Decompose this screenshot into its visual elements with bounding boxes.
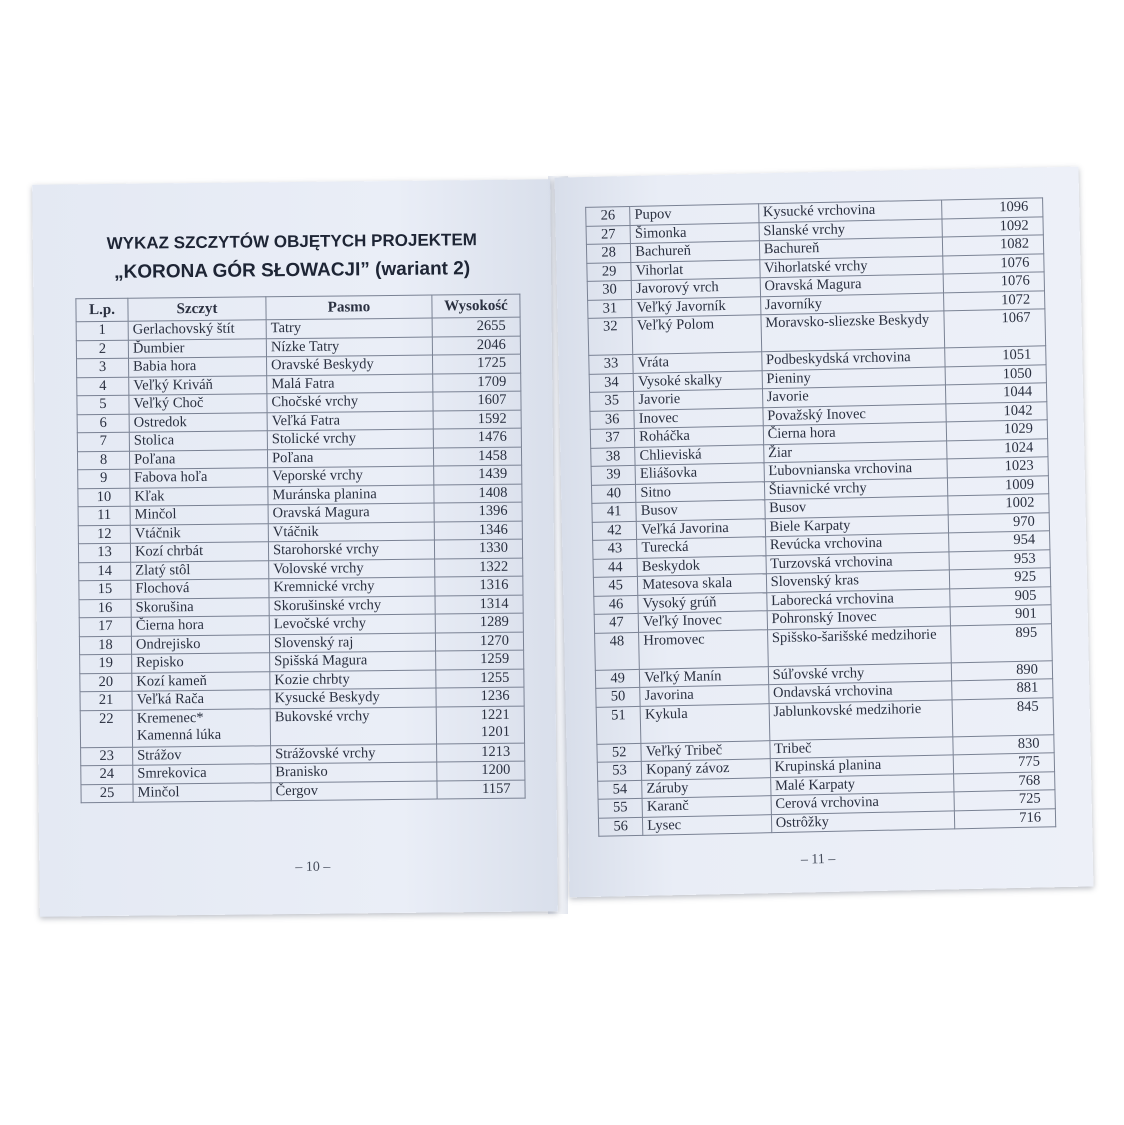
mountain-range: Muránska planina <box>268 485 434 505</box>
peak-height: 1200 <box>437 761 525 780</box>
peak-height: 1607 <box>433 391 521 410</box>
peak-name: Lysec <box>643 814 772 835</box>
mountain-range: Kysucké Beskydy <box>270 688 436 708</box>
row-number: 37 <box>590 428 635 447</box>
mountain-range: Žiar <box>763 440 947 462</box>
peak-name: Kykula <box>640 703 769 743</box>
mountain-range: Moravsko-sliezske Beskydy <box>761 311 945 352</box>
peak-height: 1076 <box>943 272 1044 293</box>
peak-name: Vráta <box>633 352 762 373</box>
peak-name: Veľký Inovec <box>638 611 767 632</box>
peak-name: Kľak <box>130 486 268 506</box>
mountain-range: Veporské vrchy <box>268 466 434 486</box>
mountain-range: Kremnické vrchy <box>269 577 435 597</box>
row-number: 6 <box>77 414 129 433</box>
mountain-range: Pieniny <box>762 366 946 388</box>
peak-height: 1458 <box>433 447 521 466</box>
peak-name: Zlatý stôl <box>131 560 269 580</box>
mountain-range: Poľana <box>267 448 433 468</box>
mountain-range: Spišsko-šarišské medzihorie <box>767 625 951 666</box>
mountain-range: Čierna hora <box>763 422 947 444</box>
peak-height: 1289 <box>435 613 523 632</box>
peak-height: 2046 <box>432 336 520 355</box>
mountain-range: Súľovské vrchy <box>768 662 952 684</box>
mountain-range: Veľká Fatra <box>267 411 433 431</box>
peak-name: Pupov <box>630 204 759 225</box>
mountain-range: Volovské vrchy <box>269 559 435 579</box>
peaks-table-left <box>75 294 525 804</box>
right-page <box>555 167 1094 898</box>
mountain-range: Čergov <box>271 781 437 801</box>
peak-name: Minčol <box>133 782 271 802</box>
row-number: 29 <box>587 262 632 281</box>
peak-name: Matesova skala <box>638 574 767 595</box>
mountain-range: Biele Karpaty <box>765 514 949 536</box>
row-number: 12 <box>78 525 130 544</box>
peak-name: Busov <box>636 500 765 521</box>
peak-name-line2: Kamenná lúka <box>136 726 222 744</box>
peak-height: 1002 <box>948 494 1049 515</box>
peak-height: 775 <box>953 753 1054 774</box>
row-number: 16 <box>79 599 131 618</box>
peak-name: Poľana <box>129 449 267 469</box>
mountain-range: Ostrôžky <box>771 810 955 832</box>
row-number: 43 <box>593 539 638 558</box>
header-lp: L.p. <box>76 298 128 322</box>
peak-name: Skorušina <box>131 597 269 617</box>
peak-name: Smrekovica <box>133 764 271 784</box>
peak-name: Záruby <box>642 777 771 798</box>
mountain-range: Vihorlatské vrchy <box>759 255 943 277</box>
peak-height: 1092 <box>942 216 1043 237</box>
row-number: 42 <box>592 521 637 540</box>
peak-height: 1009 <box>947 475 1048 496</box>
peak-name: Karanč <box>642 796 771 817</box>
mountain-range: Slanské vrchy <box>759 218 943 240</box>
row-number: 38 <box>591 447 636 466</box>
peak-height: 2655 <box>432 317 520 336</box>
peak-name: Minčol <box>130 505 268 525</box>
row-number: 44 <box>593 558 638 577</box>
row-number: 24 <box>81 765 133 784</box>
peak-name: Veľký Tribeč <box>641 740 770 761</box>
mountain-range: Podbeskydská vrchovina <box>761 348 945 370</box>
page-number-left: – 10 – <box>295 859 331 876</box>
peak-height: 1709 <box>433 373 521 392</box>
mountain-range: Starohorské vrchy <box>268 540 434 560</box>
page-title-line1: WYKAZ SZCZYTÓW OBJĘTYCH PROJEKTEM <box>106 230 477 253</box>
peak-height: 1725 <box>432 354 520 373</box>
peak-height: 954 <box>948 531 1049 552</box>
mountain-range: Chočské vrchy <box>267 392 433 412</box>
peak-name: Ďumbier <box>128 338 266 358</box>
mountain-range: Ondavská vrchovina <box>768 681 952 703</box>
peak-height: 1236 <box>436 687 524 706</box>
row-number: 18 <box>79 636 131 655</box>
peak-name: Hromovec <box>639 629 768 669</box>
mountain-range: Bukovské vrchy <box>270 707 436 746</box>
peak-name: Veľká Javorina <box>636 518 765 539</box>
peak-name: Šimonka <box>630 222 759 243</box>
peak-name-line1: Kremenec* <box>136 709 204 727</box>
mountain-range: Branisko <box>271 762 437 782</box>
row-number: 35 <box>590 391 635 410</box>
mountain-range: Cerová vrchovina <box>771 792 955 814</box>
row-number: 49 <box>595 669 640 688</box>
mountain-range: Slovenský raj <box>269 633 435 653</box>
peak-height: 1072 <box>943 290 1044 311</box>
peak-height: 1213 <box>437 743 525 762</box>
peak-height: 1067 <box>944 309 1046 348</box>
row-number: 56 <box>598 817 643 836</box>
header-wysokosc: Wysokość <box>432 294 520 318</box>
peak-height: 1023 <box>947 457 1048 478</box>
peaks-table-right <box>585 197 1056 836</box>
mountain-range: Oravské Beskydy <box>266 355 432 375</box>
row-number: 32 <box>588 317 633 355</box>
peak-height: 890 <box>951 660 1052 681</box>
row-number: 51 <box>596 706 641 744</box>
row-number: 13 <box>78 543 130 562</box>
row-number: 1 <box>76 321 128 340</box>
peak-height: 895 <box>950 623 1052 662</box>
peak-name: Stolica <box>129 431 267 451</box>
mountain-range: Bachureň <box>759 237 943 259</box>
mountain-range: Skorušinské vrchy <box>269 596 435 616</box>
mountain-range: Oravská Magura <box>268 503 434 523</box>
peak-height: 845 <box>952 697 1054 736</box>
mountain-range: Revúcka vrchovina <box>765 533 949 555</box>
mountain-range: Levočské vrchy <box>269 614 435 634</box>
mountain-range: Považský Inovec <box>763 403 947 425</box>
peak-height: 1157 <box>437 780 525 799</box>
mountain-range: Spišská Magura <box>270 651 436 671</box>
row-number: 9 <box>78 469 130 488</box>
peak-height: 901 <box>950 605 1051 626</box>
row-number: 33 <box>589 354 634 373</box>
peak-height: 925 <box>949 568 1050 589</box>
mountain-range: Štiavnické vrchy <box>764 477 948 499</box>
peak-height: 1051 <box>945 346 1046 367</box>
peak-height: 725 <box>954 790 1055 811</box>
peak-name: Sitno <box>636 481 765 502</box>
mountain-range: Tribeč <box>770 736 954 758</box>
peak-name: Kopaný závoz <box>641 759 770 780</box>
peak-height: 1396 <box>434 502 522 521</box>
peak-height: 1330 <box>434 539 522 558</box>
peak-height: 1346 <box>434 521 522 540</box>
row-number: 41 <box>592 502 637 521</box>
peak-name: Turecká <box>637 537 766 558</box>
row-number: 4 <box>77 377 129 396</box>
peak-name: Veľký Manín <box>640 666 769 687</box>
mountain-range: Oravská Magura <box>760 274 944 296</box>
peak-name: Vysoké skalky <box>633 370 762 391</box>
peak-name: Javorový vrch <box>631 278 760 299</box>
row-number: 3 <box>77 358 129 377</box>
mountain-range: Krupinská planina <box>770 755 954 777</box>
peak-height: 1592 <box>433 410 521 429</box>
row-number: 55 <box>598 798 643 817</box>
row-number: 11 <box>78 506 130 525</box>
peak-name: Javorie <box>634 389 763 410</box>
peak-height-line2: 1201 <box>480 723 511 740</box>
row-number: 31 <box>588 299 633 318</box>
peak-name: Kozí kameň <box>132 671 270 691</box>
peak-height: 970 <box>948 512 1049 533</box>
row-number: 50 <box>596 687 641 706</box>
mountain-range: Kysucké vrchovina <box>758 200 942 222</box>
peak-height: 1439 <box>434 465 522 484</box>
peak-height: 1029 <box>946 420 1047 441</box>
row-number: 40 <box>591 484 636 503</box>
row-number: 21 <box>80 691 132 710</box>
peak-height: 1042 <box>946 401 1047 422</box>
header-szczyt: Szczyt <box>128 297 266 321</box>
peak-name: Veľký Polom <box>632 315 761 355</box>
mountain-range: Slovenský kras <box>766 570 950 592</box>
mountain-range: Busov <box>764 496 948 518</box>
row-number: 5 <box>77 395 129 414</box>
mountain-range: Jablunkovské medzihorie <box>769 699 953 740</box>
mountain-range: Pohronský Inovec <box>767 607 951 629</box>
mountain-range: Tatry <box>266 318 432 338</box>
peak-name: Fabova hoľa <box>130 468 268 488</box>
peak-name: Čierna hora <box>131 616 269 636</box>
peak-height: 1270 <box>435 632 523 651</box>
peak-name: Veľký Kriváň <box>129 375 267 395</box>
row-number: 46 <box>594 595 639 614</box>
peak-height: 1255 <box>436 669 524 688</box>
row-number: 10 <box>78 488 130 507</box>
peak-height: 716 <box>954 808 1055 829</box>
peak-name: Ostredok <box>129 412 267 432</box>
peak-name: Strážov <box>133 745 271 765</box>
row-number: 25 <box>81 784 133 803</box>
peak-height: 768 <box>953 771 1054 792</box>
peak-name: Veľký Javorník <box>632 296 761 317</box>
peak-height: 905 <box>950 586 1051 607</box>
peak-name: Ondrejisko <box>131 634 269 654</box>
row-number: 45 <box>593 576 638 595</box>
peak-height: 830 <box>953 734 1054 755</box>
mountain-range: Vtáčnik <box>268 522 434 542</box>
peak-name: Repisko <box>132 653 270 673</box>
peak-name: Bachureň <box>631 241 760 262</box>
peak-height: 1044 <box>945 383 1046 404</box>
table-row <box>81 780 525 803</box>
mountain-range: Malé Karpaty <box>770 773 954 795</box>
row-number: 53 <box>597 761 642 780</box>
page-number-right: – 11 – <box>800 851 836 868</box>
row-number: 23 <box>81 747 133 766</box>
peak-height: 1259 <box>436 650 524 669</box>
peak-name <box>132 708 270 746</box>
mountain-range: Javorníky <box>760 292 944 314</box>
peak-name: Roháčka <box>635 426 764 447</box>
row-number: 27 <box>586 225 631 244</box>
peak-height: 1316 <box>435 576 523 595</box>
row-number: 39 <box>591 465 636 484</box>
mountain-range: Javorie <box>762 385 946 407</box>
peak-name: Gerlachovský štít <box>128 320 266 340</box>
peak-name: Vysoký grúň <box>638 592 767 613</box>
row-number: 26 <box>586 206 631 225</box>
mountain-range: Ľubovnianska vrchovina <box>764 459 948 481</box>
row-number: 22 <box>80 710 132 748</box>
row-number: 28 <box>586 243 631 262</box>
row-number: 7 <box>77 432 129 451</box>
mountain-range: Malá Fatra <box>267 374 433 394</box>
mountain-range: Strážovské vrchy <box>271 744 437 764</box>
peak-name: Chlieviská <box>635 444 764 465</box>
peak-name: Veľká Rača <box>132 690 270 710</box>
peak-name: Flochová <box>131 579 269 599</box>
table-row <box>80 706 524 748</box>
row-number: 30 <box>587 280 632 299</box>
row-number: 54 <box>598 780 643 799</box>
peak-height: 1024 <box>946 438 1047 459</box>
peak-height: 1476 <box>433 428 521 447</box>
row-number: 17 <box>79 617 131 636</box>
row-number: 47 <box>594 613 639 632</box>
row-number: 34 <box>589 373 634 392</box>
row-number: 14 <box>79 562 131 581</box>
peak-name: Kozí chrbát <box>130 542 268 562</box>
row-number: 15 <box>79 580 131 599</box>
row-number: 20 <box>80 673 132 692</box>
peak-name: Inovec <box>634 407 763 428</box>
peak-height: 1096 <box>941 198 1042 219</box>
peak-height: 881 <box>952 679 1053 700</box>
peak-height: 1408 <box>434 484 522 503</box>
row-number: 19 <box>80 654 132 673</box>
peak-height: 953 <box>949 549 1050 570</box>
peak-name: Vihorlat <box>631 259 760 280</box>
row-number: 8 <box>77 451 129 470</box>
peak-height: 1050 <box>945 364 1046 385</box>
peak-height: 1076 <box>943 253 1044 274</box>
peak-name: Eliášovka <box>635 463 764 484</box>
mountain-range: Turzovská vrchovina <box>766 551 950 573</box>
peak-height: 1082 <box>942 235 1043 256</box>
row-number: 48 <box>595 632 640 670</box>
peak-name: Veľký Choč <box>129 394 267 414</box>
peak-name: Beskydok <box>637 555 766 576</box>
left-page <box>32 179 558 916</box>
peak-height <box>436 706 524 744</box>
row-number: 36 <box>590 410 635 429</box>
row-number: 52 <box>597 743 642 762</box>
mountain-range: Laborecká vrchovina <box>766 588 950 610</box>
peak-height: 1322 <box>435 558 523 577</box>
peak-height-line1: 1221 <box>480 706 510 723</box>
page-title-line2: „KORONA GÓR SŁOWACJI” (wariant 2) <box>113 258 471 283</box>
mountain-range: Stolické vrchy <box>267 429 433 449</box>
peak-name: Vtáčnik <box>130 523 268 543</box>
peak-name: Javorina <box>640 685 769 706</box>
peak-name: Babia hora <box>129 357 267 377</box>
mountain-range: Kozie chrbty <box>270 670 436 690</box>
row-number: 2 <box>76 340 128 359</box>
header-pasmo: Pasmo <box>266 295 432 320</box>
peak-height: 1314 <box>435 595 523 614</box>
mountain-range: Nízke Tatry <box>266 337 432 357</box>
